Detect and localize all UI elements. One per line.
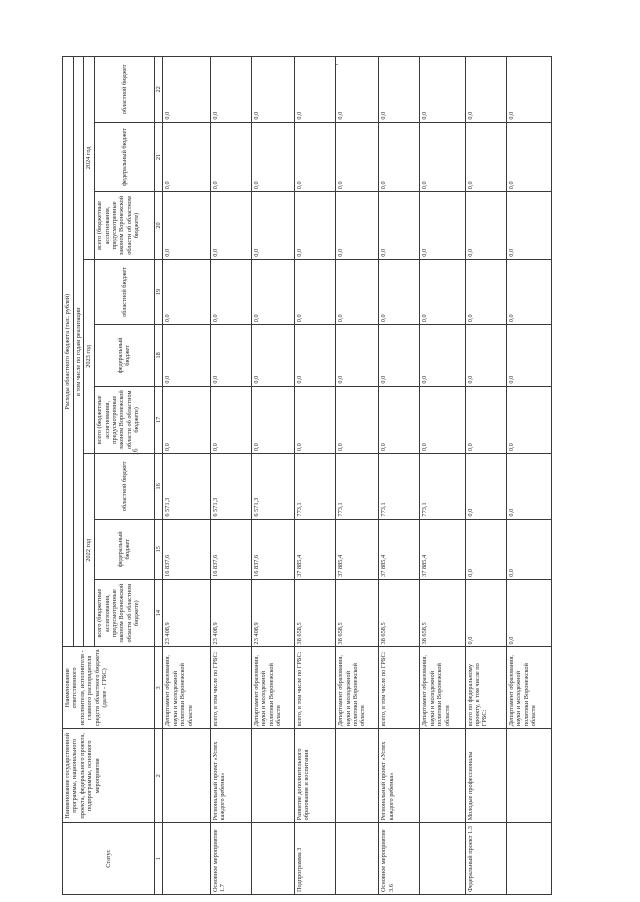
row-value: 0,0 — [163, 122, 210, 192]
year-2023-header: 2023 год — [84, 259, 95, 453]
row-responsible: Департамент образования, науки и молодежной политики Воронежской области — [420, 647, 465, 729]
row-value: 0,0 — [210, 386, 251, 454]
row-value: 0,0 — [506, 454, 551, 519]
row-responsible: Департамент образования, науки и молодежной политики Воронежской области — [506, 647, 551, 729]
row-program-name — [163, 729, 210, 823]
row-value: 0,0 — [163, 192, 210, 260]
row-value: 0,0 — [465, 454, 506, 519]
table-row — [294, 57, 335, 895]
regional-header-2023: областной бюджет — [95, 259, 155, 324]
row-value: 0,0 — [336, 57, 379, 123]
row-value: 0,0 — [465, 259, 506, 324]
row-value: 0,0 — [465, 122, 506, 192]
row-value: 0,0 — [506, 122, 551, 192]
col-number: 21 — [154, 122, 163, 192]
row-value: 0,0 — [251, 57, 294, 123]
row-value: 0,0 — [163, 386, 210, 454]
row-status — [163, 823, 210, 895]
row-value: 0,0 — [336, 192, 379, 260]
row-status: Основное мероприятие 3.6 — [379, 823, 420, 895]
row-value: 0,0 — [379, 259, 420, 324]
row-status: Основное мероприятие 1.7 — [210, 823, 251, 895]
table-row — [465, 57, 506, 895]
col-number: 20 — [154, 192, 163, 260]
row-value: 37 885,4 — [379, 519, 420, 579]
row-value: 0,0 — [336, 386, 379, 454]
row-value: 0,0 — [379, 386, 420, 454]
row-value: 0,0 — [379, 325, 420, 386]
row-value: 0,0 — [294, 192, 335, 260]
row-value: 0,0 — [210, 325, 251, 386]
program-name-header: Наименование государственной программы, национального проекта, федерального проекта, подпрограммы, основного мероприятия — [63, 729, 155, 823]
year-2022-header: 2022 год — [84, 454, 95, 647]
row-value: 6 571,3 — [251, 454, 294, 519]
by-years-header: в том числе по годам реализации — [73, 57, 84, 647]
col-number: 17 — [154, 386, 163, 454]
row-value: 38 658,5 — [294, 579, 335, 647]
row-status: Федеральный проект 1.3 — [465, 823, 506, 895]
row-value: 0,0 — [420, 122, 465, 192]
table-row — [251, 57, 294, 895]
row-value: 37 885,4 — [336, 519, 379, 579]
row-value: 0,0 — [506, 519, 551, 579]
row-program-name: Молодые профессионалы — [465, 729, 506, 823]
row-value: 0,0 — [163, 325, 210, 386]
row-value: 0,0 — [379, 122, 420, 192]
row-value: 0,0 — [210, 259, 251, 324]
col-number: 1 — [154, 823, 163, 895]
row-value: 23 408,9 — [210, 579, 251, 647]
row-value: 0,0 — [420, 57, 465, 123]
row-status — [420, 823, 465, 895]
table-row — [506, 57, 551, 895]
row-value: 773,1 — [420, 454, 465, 519]
regional-header-2024: областной бюджет — [95, 57, 155, 123]
row-value: 0,0 — [506, 579, 551, 647]
row-value: 0,0 — [336, 325, 379, 386]
row-value: 0,0 — [294, 122, 335, 192]
row-value: 0,0 — [465, 325, 506, 386]
row-value: 0,0 — [251, 122, 294, 192]
row-value: 16 837,6 — [210, 519, 251, 579]
table-row — [379, 57, 420, 895]
col-number: 18 — [154, 325, 163, 386]
status-header: Статус — [63, 823, 155, 895]
total-header-2022: всего (бюджетные ассигнования, предусмотренные законом Воронежской области об областном бюджете) — [95, 579, 155, 647]
row-value: 0,0 — [210, 57, 251, 123]
row-value: 0,0 — [251, 325, 294, 386]
row-program-name: Региональный проект «Успех каждого ребенка» — [379, 729, 420, 823]
row-value: 0,0 — [420, 325, 465, 386]
row-value: 0,0 — [210, 122, 251, 192]
row-value: 0,0 — [210, 192, 251, 260]
row-program-name — [420, 729, 465, 823]
page-number: 16 — [131, 448, 140, 456]
row-value: 0,0 — [294, 325, 335, 386]
row-value: 0,0 — [506, 57, 551, 123]
row-responsible: всего по федеральному проекту, в том числе по ГРБС: — [465, 647, 506, 729]
row-value: 6 571,3 — [210, 454, 251, 519]
row-value: 0,0 — [506, 259, 551, 324]
row-program-name: Развитие дополнительного образования и воспитания — [294, 729, 335, 823]
col-number: 19 — [154, 259, 163, 324]
row-value: 0,0 — [465, 519, 506, 579]
row-value: 0,0 — [420, 386, 465, 454]
row-value: 16 837,6 — [251, 519, 294, 579]
table-row — [210, 57, 251, 895]
row-value: 0,0 — [251, 259, 294, 324]
col-number: 14 — [154, 579, 163, 647]
row-value: 0,0 — [465, 579, 506, 647]
row-value: 38 658,5 — [336, 579, 379, 647]
row-value: 0,0 — [465, 192, 506, 260]
col-number: 22 — [154, 57, 163, 123]
row-program-name — [506, 729, 551, 823]
row-value: 16 837,6 — [163, 519, 210, 579]
col-number: 3 — [154, 647, 163, 729]
year-2024-header: 2024 год — [84, 57, 95, 260]
row-value: 0,0 — [465, 386, 506, 454]
row-value: 0,0 — [506, 325, 551, 386]
row-value: 37 885,4 — [294, 519, 335, 579]
row-program-name — [336, 729, 379, 823]
table-row — [163, 57, 210, 895]
row-value: 0,0 — [294, 259, 335, 324]
row-value: 0,0 — [379, 57, 420, 123]
row-value: 0,0 — [251, 192, 294, 260]
total-header-2023: всего (бюджетные ассигнования, предусмотренные законом Воронежской области об областном бюджете) — [95, 386, 155, 454]
federal-header-2023: федеральный бюджет — [95, 325, 155, 386]
row-value: 0,0 — [336, 259, 379, 324]
table-row — [420, 57, 465, 895]
row-value: 38 658,5 — [420, 579, 465, 647]
federal-header-2022: федеральный бюджет — [95, 519, 155, 579]
row-value: 0,0 — [506, 386, 551, 454]
row-value: 38 658,5 — [379, 579, 420, 647]
row-value: 773,1 — [294, 454, 335, 519]
row-value: 23 408,9 — [163, 579, 210, 647]
column-numbers-row — [154, 57, 163, 895]
row-status — [336, 823, 379, 895]
row-responsible: Департамент образования, науки и молодежной политики Воронежской области — [336, 647, 379, 729]
row-value: 23 408,9 — [251, 579, 294, 647]
row-status — [251, 823, 294, 895]
row-status: Подпрограмма 3 — [294, 823, 335, 895]
regional-header-2022: областной бюджет — [95, 454, 155, 519]
row-responsible: всего, в том числе по ГРБС: — [210, 647, 251, 729]
row-value: 0,0 — [163, 259, 210, 324]
federal-header-2024: федеральный бюджет — [95, 122, 155, 192]
row-responsible: Департамент образования, науки и молодежной политики Воронежской области — [251, 647, 294, 729]
row-status — [506, 823, 551, 895]
row-value: 37 885,4 — [420, 519, 465, 579]
col-number: 2 — [154, 729, 163, 823]
rotated-page — [62, 56, 552, 895]
responsible-header: Наименование ответственного исполнителя, исполнителя - главного распорядителя средств областного бюджета (далее - ГРБС) — [63, 647, 155, 729]
row-value: 0,0 — [379, 192, 420, 260]
table-body — [163, 57, 552, 895]
row-program-name — [251, 729, 294, 823]
row-value: 0,0 — [294, 57, 335, 123]
row-value: 0,0 — [251, 386, 294, 454]
row-value: 0,0 — [163, 57, 210, 123]
row-responsible: всего, в том числе по ГРБС: — [379, 647, 420, 729]
budget-table — [62, 56, 552, 895]
row-responsible: всего, в том числе по ГРБС: — [294, 647, 335, 729]
total-header-2024: всего (бюджетные ассигнования, предусмотренные законом Воронежской области об областном бюджете) — [95, 192, 155, 260]
row-value: 0,0 — [420, 259, 465, 324]
row-value: 0,0 — [420, 192, 465, 260]
row-responsible: Департамент образования, науки и молодежной политики Воронежской области — [163, 647, 210, 729]
row-value: 6 571,3 — [163, 454, 210, 519]
expenses-header: Расходы областного бюджета (тыс. рублей) — [63, 57, 74, 647]
col-number: 16 — [154, 454, 163, 519]
row-program-name: Региональный проект «Успех каждого ребенка» — [210, 729, 251, 823]
row-value: 0,0 — [294, 386, 335, 454]
row-value: 0,0 — [506, 192, 551, 260]
col-number: 15 — [154, 519, 163, 579]
row-value: 773,1 — [336, 454, 379, 519]
row-value: 0,0 — [465, 57, 506, 123]
row-value: 773,1 — [379, 454, 420, 519]
table-row — [336, 57, 379, 895]
row-value: 0,0 — [336, 122, 379, 192]
